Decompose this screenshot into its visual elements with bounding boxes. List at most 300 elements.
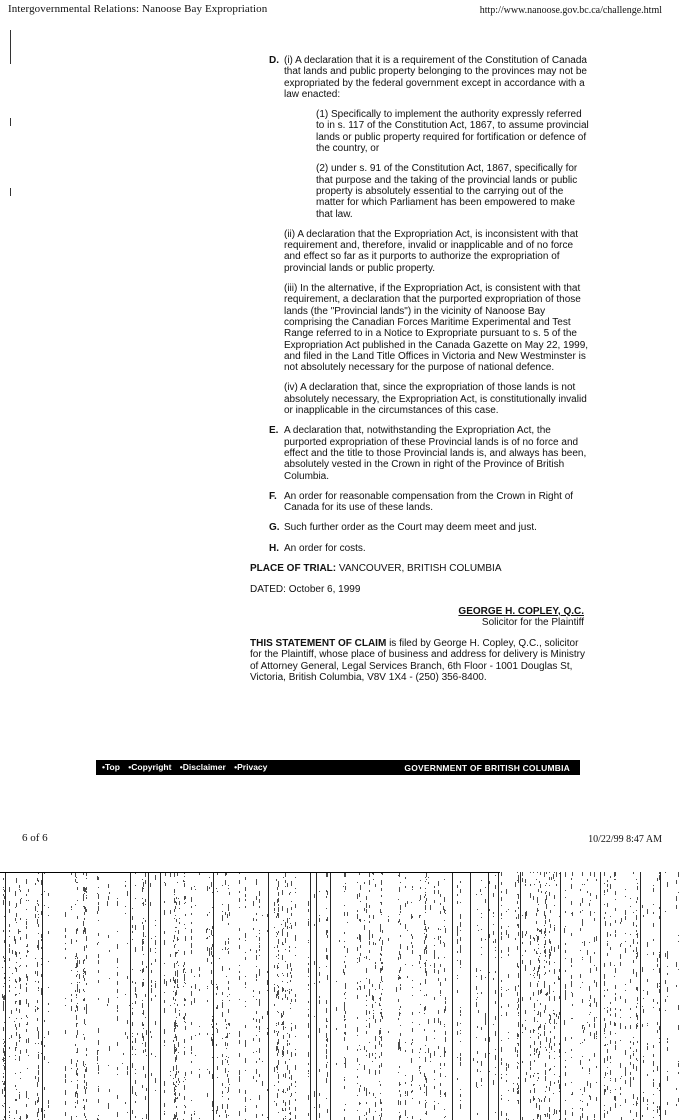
scan-streak bbox=[501, 905, 502, 906]
scan-streak bbox=[571, 1037, 572, 1039]
scan-streak bbox=[191, 1052, 192, 1054]
scan-streak bbox=[565, 926, 566, 927]
scan-streak bbox=[534, 1003, 535, 1008]
scan-streak bbox=[19, 1094, 20, 1099]
scan-streak bbox=[9, 967, 10, 968]
scan-streak bbox=[610, 1008, 611, 1011]
scan-streak bbox=[518, 1090, 519, 1094]
scan-streak bbox=[434, 969, 435, 973]
scan-streak bbox=[123, 1053, 124, 1055]
page-header-url[interactable]: http://www.nanoose.gov.bc.ca/challenge.html bbox=[479, 5, 662, 16]
scan-streak bbox=[173, 991, 174, 992]
scan-streak bbox=[425, 936, 426, 940]
scan-streak bbox=[148, 872, 149, 1120]
scan-streak bbox=[443, 906, 444, 910]
scan-streak bbox=[259, 1058, 260, 1060]
footer-link-privacy[interactable]: •Privacy bbox=[234, 762, 268, 772]
scan-streak bbox=[71, 970, 72, 971]
scan-streak bbox=[142, 939, 143, 944]
scan-streak bbox=[155, 875, 156, 880]
footer-link-disclaimer[interactable]: •Disclaimer bbox=[179, 762, 226, 772]
scan-streak bbox=[98, 1069, 99, 1071]
scan-streak bbox=[610, 1090, 611, 1091]
scan-streak bbox=[44, 891, 45, 892]
scan-streak bbox=[399, 1082, 400, 1086]
scan-streak bbox=[85, 1064, 86, 1065]
scan-streak bbox=[584, 1039, 585, 1041]
scan-streak bbox=[151, 1053, 152, 1055]
scan-streak bbox=[424, 1013, 425, 1014]
scan-streak bbox=[287, 973, 288, 977]
scan-streak bbox=[195, 889, 196, 890]
scan-streak bbox=[364, 1115, 365, 1116]
scan-streak bbox=[176, 1106, 177, 1108]
scan-streak bbox=[117, 1005, 118, 1009]
scan-streak bbox=[222, 1007, 223, 1008]
scan-streak bbox=[75, 1010, 76, 1012]
scan-streak bbox=[274, 947, 275, 948]
declaration-ii: (ii) A declaration that the Expropriation Act, is inconsistent with that requirement and, therefore, invalid or inapplicable and of no force and effect so far as it purports to authorize the expropriation of provincial lands or public property. bbox=[284, 228, 579, 274]
scan-streak bbox=[314, 924, 315, 926]
scan-streak bbox=[633, 912, 634, 913]
scan-streak bbox=[538, 1077, 539, 1079]
scan-streak bbox=[572, 1092, 573, 1095]
scan-streak bbox=[20, 958, 21, 959]
scan-streak bbox=[554, 1109, 555, 1114]
scan-streak bbox=[444, 1109, 445, 1110]
scan-streak bbox=[440, 903, 441, 905]
scan-streak bbox=[185, 914, 186, 916]
scan-streak bbox=[76, 1091, 77, 1094]
scan-streak bbox=[534, 1084, 535, 1085]
scan-streak bbox=[282, 998, 283, 1000]
scan-streak bbox=[191, 1061, 192, 1063]
scan-streak bbox=[533, 896, 534, 900]
scan-streak bbox=[584, 1087, 585, 1092]
scan-streak bbox=[3, 1009, 4, 1011]
scan-streak bbox=[183, 965, 184, 967]
scan-streak bbox=[151, 1073, 152, 1076]
scan-streak bbox=[143, 1036, 144, 1041]
scan-streak bbox=[590, 995, 591, 999]
scan-streak bbox=[604, 974, 605, 979]
scan-streak bbox=[642, 967, 643, 972]
footer-link-copyright[interactable]: •Copyright bbox=[128, 762, 172, 772]
scan-streak bbox=[615, 1045, 616, 1050]
scan-streak bbox=[308, 963, 309, 965]
scan-streak bbox=[440, 964, 441, 967]
scan-streak bbox=[667, 987, 668, 992]
scan-streak bbox=[174, 1100, 175, 1102]
scan-streak bbox=[117, 898, 118, 899]
scan-streak bbox=[407, 930, 408, 931]
scan-streak bbox=[285, 938, 286, 943]
scan-streak bbox=[572, 1018, 573, 1019]
scan-streak bbox=[534, 977, 535, 978]
scan-streak bbox=[132, 1110, 133, 1114]
scan-streak bbox=[615, 997, 616, 1001]
scan-streak bbox=[434, 1051, 435, 1056]
scan-streak bbox=[607, 880, 608, 882]
scan-streak bbox=[9, 1047, 10, 1049]
scan-streak bbox=[98, 920, 99, 921]
scan-streak bbox=[9, 1017, 10, 1018]
scan-streak bbox=[98, 894, 99, 899]
scan-streak bbox=[630, 1047, 631, 1048]
scan-streak bbox=[289, 1077, 290, 1079]
scan-streak bbox=[86, 878, 87, 879]
scan-streak bbox=[444, 1047, 445, 1052]
scan-streak bbox=[522, 931, 523, 935]
scan-streak bbox=[676, 896, 677, 901]
scan-streak bbox=[84, 893, 85, 894]
scan-streak bbox=[544, 937, 545, 938]
scan-streak bbox=[530, 960, 531, 965]
scan-streak bbox=[430, 965, 431, 966]
scan-streak bbox=[659, 1008, 660, 1010]
scan-streak bbox=[444, 1052, 445, 1057]
scan-streak bbox=[326, 1049, 327, 1054]
scan-streak bbox=[4, 973, 5, 974]
scan-streak bbox=[132, 1090, 133, 1094]
scan-streak bbox=[643, 915, 644, 917]
scan-streak bbox=[109, 950, 110, 952]
scan-streak bbox=[327, 875, 328, 877]
scan-streak bbox=[212, 1101, 213, 1106]
scan-streak bbox=[589, 1095, 590, 1097]
scan-streak bbox=[360, 937, 361, 938]
scan-streak bbox=[256, 955, 257, 960]
scan-streak bbox=[653, 923, 654, 927]
scan-streak bbox=[37, 1018, 38, 1021]
scan-streak bbox=[125, 906, 126, 907]
scan-streak bbox=[380, 1084, 381, 1086]
scan-streak bbox=[434, 890, 435, 894]
scan-streak bbox=[534, 1098, 535, 1100]
scan-streak bbox=[38, 1054, 39, 1055]
scan-streak bbox=[544, 1098, 545, 1102]
scan-streak bbox=[207, 928, 208, 930]
scan-streak bbox=[226, 1114, 227, 1118]
scan-streak bbox=[630, 1082, 631, 1087]
scan-streak bbox=[398, 1046, 399, 1050]
scan-streak bbox=[283, 988, 284, 991]
scan-streak bbox=[659, 1106, 660, 1110]
scan-streak bbox=[525, 950, 526, 952]
scan-streak bbox=[538, 1073, 539, 1074]
scan-streak bbox=[630, 1110, 631, 1113]
scan-streak bbox=[77, 974, 78, 975]
scan-streak bbox=[495, 950, 496, 951]
scan-streak bbox=[621, 943, 622, 944]
scan-streak bbox=[667, 1038, 668, 1040]
scan-streak bbox=[44, 1037, 45, 1038]
scan-streak bbox=[540, 1115, 541, 1120]
scan-streak bbox=[184, 1111, 185, 1114]
scan-streak bbox=[259, 972, 260, 976]
scan-streak bbox=[75, 958, 76, 959]
scan-streak bbox=[381, 912, 382, 913]
scan-streak bbox=[582, 942, 583, 943]
scan-streak bbox=[399, 1116, 400, 1120]
scan-streak bbox=[228, 1087, 229, 1092]
scan-streak bbox=[3, 1027, 4, 1031]
scan-streak bbox=[170, 1071, 171, 1072]
scan-streak bbox=[135, 993, 136, 995]
scan-streak bbox=[667, 882, 668, 887]
scan-streak bbox=[493, 912, 494, 914]
scan-streak bbox=[399, 1039, 400, 1044]
scan-streak bbox=[212, 1034, 213, 1035]
scan-streak bbox=[132, 1046, 133, 1050]
scan-streak bbox=[184, 951, 185, 955]
scan-streak bbox=[400, 954, 401, 959]
scan-streak bbox=[174, 1049, 175, 1054]
scan-streak bbox=[621, 918, 622, 922]
scan-streak bbox=[174, 986, 175, 988]
scan-streak bbox=[676, 962, 677, 967]
scan-streak bbox=[412, 1012, 413, 1015]
scan-streak bbox=[382, 966, 383, 970]
scan-streak bbox=[184, 896, 185, 900]
footer-link-top[interactable]: •Top bbox=[102, 762, 120, 772]
scan-streak bbox=[545, 940, 546, 945]
scan-streak bbox=[530, 872, 531, 873]
scan-streak bbox=[222, 885, 223, 886]
scan-streak bbox=[580, 1100, 581, 1101]
scan-streak bbox=[4, 1063, 5, 1064]
scan-streak bbox=[559, 873, 560, 874]
scan-streak bbox=[405, 1075, 406, 1076]
scan-streak bbox=[176, 1048, 177, 1051]
scan-streak bbox=[434, 997, 435, 1000]
scan-streak bbox=[5, 872, 6, 1120]
scan-streak bbox=[267, 990, 268, 991]
scan-streak bbox=[295, 892, 296, 893]
scan-streak bbox=[327, 1109, 328, 1113]
scan-streak bbox=[607, 943, 608, 946]
scan-streak bbox=[530, 997, 531, 1000]
scan-streak bbox=[369, 1093, 370, 1094]
scan-streak bbox=[517, 992, 518, 996]
scan-streak bbox=[274, 965, 275, 968]
scan-streak bbox=[256, 1012, 257, 1014]
scan-streak bbox=[37, 1100, 38, 1103]
scan-streak bbox=[289, 1113, 290, 1114]
scan-streak bbox=[501, 932, 502, 935]
scan-streak bbox=[277, 913, 278, 916]
scan-streak bbox=[438, 1018, 439, 1023]
scan-streak bbox=[564, 928, 565, 933]
scan-streak bbox=[267, 930, 268, 932]
scan-streak bbox=[508, 954, 509, 956]
scan-streak bbox=[86, 1088, 87, 1089]
scan-streak bbox=[615, 968, 616, 973]
scan-streak bbox=[678, 1061, 679, 1062]
scan-streak bbox=[369, 979, 370, 984]
scan-streak bbox=[366, 1026, 367, 1027]
scan-streak bbox=[97, 893, 98, 894]
scan-streak bbox=[326, 1025, 327, 1028]
scan-streak bbox=[83, 899, 84, 901]
scan-streak bbox=[262, 1016, 263, 1019]
scan-streak bbox=[565, 1083, 566, 1086]
scan-streak bbox=[604, 883, 605, 884]
scan-streak bbox=[151, 938, 152, 939]
scan-streak bbox=[245, 894, 246, 896]
scan-streak bbox=[98, 877, 99, 880]
scan-streak bbox=[489, 1053, 490, 1054]
scan-streak bbox=[222, 1096, 223, 1097]
scan-streak bbox=[259, 906, 260, 908]
scan-streak bbox=[19, 1009, 20, 1013]
scan-streak bbox=[84, 906, 85, 909]
scan-streak bbox=[285, 880, 286, 883]
scan-streak bbox=[399, 1009, 400, 1010]
scan-streak bbox=[411, 1058, 412, 1063]
scan-streak bbox=[291, 1093, 292, 1096]
scan-streak bbox=[175, 1025, 176, 1029]
scan-streak bbox=[143, 888, 144, 889]
scan-streak bbox=[38, 1008, 39, 1009]
scan-streak bbox=[239, 938, 240, 940]
scan-streak bbox=[228, 1071, 229, 1072]
scan-streak bbox=[132, 1036, 133, 1037]
scan-streak bbox=[84, 1105, 85, 1110]
scan-streak bbox=[151, 988, 152, 993]
scan-streak bbox=[643, 1056, 644, 1057]
scan-streak bbox=[285, 990, 286, 992]
scan-streak bbox=[287, 1088, 288, 1091]
scan-streak bbox=[379, 1065, 380, 1068]
scan-streak bbox=[582, 982, 583, 983]
scan-streak bbox=[143, 1024, 144, 1026]
scan-streak bbox=[508, 909, 509, 910]
scan-streak bbox=[239, 1111, 240, 1116]
scan-streak bbox=[290, 1112, 291, 1115]
scan-streak bbox=[26, 1114, 27, 1119]
scan-streak bbox=[83, 1061, 84, 1066]
scan-streak bbox=[653, 1045, 654, 1048]
scan-streak bbox=[285, 1105, 286, 1106]
scan-streak bbox=[326, 1064, 327, 1068]
scan-streak bbox=[604, 1045, 605, 1046]
scan-streak bbox=[546, 891, 547, 892]
scan-streak bbox=[278, 1081, 279, 1083]
scan-streak bbox=[554, 1082, 555, 1084]
scan-streak bbox=[27, 1022, 28, 1025]
scan-streak bbox=[642, 1115, 643, 1117]
scan-streak bbox=[545, 949, 546, 954]
scan-streak bbox=[633, 969, 634, 974]
scan-streak bbox=[596, 1031, 597, 1035]
scan-streak bbox=[3, 887, 4, 888]
claim-item-h bbox=[250, 543, 590, 554]
scan-streak bbox=[594, 998, 595, 1003]
scan-streak bbox=[495, 1074, 496, 1075]
scan-streak bbox=[407, 1117, 408, 1118]
scan-streak bbox=[344, 1086, 345, 1089]
scan-streak bbox=[412, 1028, 413, 1032]
scan-streak bbox=[26, 919, 27, 920]
scan-streak bbox=[135, 1038, 136, 1043]
scan-streak bbox=[605, 1037, 606, 1038]
scan-streak bbox=[457, 1031, 458, 1035]
scan-streak bbox=[375, 962, 376, 964]
scan-streak bbox=[176, 963, 177, 964]
scan-streak bbox=[594, 952, 595, 954]
scan-streak bbox=[295, 1036, 296, 1037]
scan-streak bbox=[536, 879, 537, 880]
scan-streak bbox=[98, 1086, 99, 1087]
scan-streak bbox=[359, 1088, 360, 1092]
scan-streak bbox=[211, 1024, 212, 1025]
scan-streak bbox=[399, 1044, 400, 1049]
scan-streak bbox=[9, 1111, 10, 1113]
scan-streak bbox=[184, 998, 185, 1001]
scan-streak bbox=[637, 1025, 638, 1027]
scan-streak bbox=[615, 993, 616, 995]
scan-streak bbox=[678, 969, 679, 970]
scan-streak bbox=[558, 976, 559, 980]
footer-government-label[interactable]: GOVERNMENT OF BRITISH COLUMBIA bbox=[404, 763, 570, 773]
scan-streak bbox=[517, 1100, 518, 1101]
scan-streak bbox=[98, 1050, 99, 1051]
scan-streak bbox=[537, 1021, 538, 1022]
scan-streak bbox=[440, 982, 441, 986]
scan-streak bbox=[426, 879, 427, 880]
scan-streak bbox=[373, 1010, 374, 1011]
scan-streak bbox=[399, 1012, 400, 1016]
scan-streak bbox=[517, 1038, 518, 1039]
scan-streak bbox=[285, 949, 286, 950]
scan-streak bbox=[445, 910, 446, 911]
scan-streak bbox=[551, 946, 552, 951]
scan-streak bbox=[16, 994, 17, 995]
scan-streak bbox=[259, 940, 260, 941]
scan-streak bbox=[38, 924, 39, 927]
scan-streak bbox=[457, 885, 458, 888]
scan-streak bbox=[178, 965, 179, 966]
scan-streak bbox=[559, 1049, 560, 1053]
scan-streak bbox=[411, 1081, 412, 1082]
scan-streak bbox=[135, 1092, 136, 1095]
scan-streak bbox=[276, 1046, 277, 1051]
scan-streak bbox=[84, 1086, 85, 1089]
scan-streak bbox=[594, 1114, 595, 1118]
scan-streak bbox=[444, 968, 445, 972]
scan-streak bbox=[381, 873, 382, 874]
scan-streak bbox=[86, 1054, 87, 1056]
scan-streak bbox=[538, 1054, 539, 1058]
scan-streak bbox=[457, 932, 458, 936]
scan-streak bbox=[285, 994, 286, 998]
scan-streak bbox=[75, 1106, 76, 1108]
scan-streak bbox=[176, 1098, 177, 1099]
scan-streak bbox=[15, 1085, 16, 1087]
scan-streak bbox=[565, 984, 566, 989]
scan-streak bbox=[445, 1051, 446, 1053]
scan-streak bbox=[554, 969, 555, 974]
scan-streak bbox=[540, 1035, 541, 1036]
scan-streak bbox=[444, 943, 445, 947]
scan-streak bbox=[175, 927, 176, 928]
scan-streak bbox=[554, 947, 555, 952]
scan-streak bbox=[506, 1012, 507, 1016]
scan-streak bbox=[580, 911, 581, 913]
scan-streak bbox=[344, 1037, 345, 1041]
scan-streak bbox=[228, 1064, 229, 1065]
